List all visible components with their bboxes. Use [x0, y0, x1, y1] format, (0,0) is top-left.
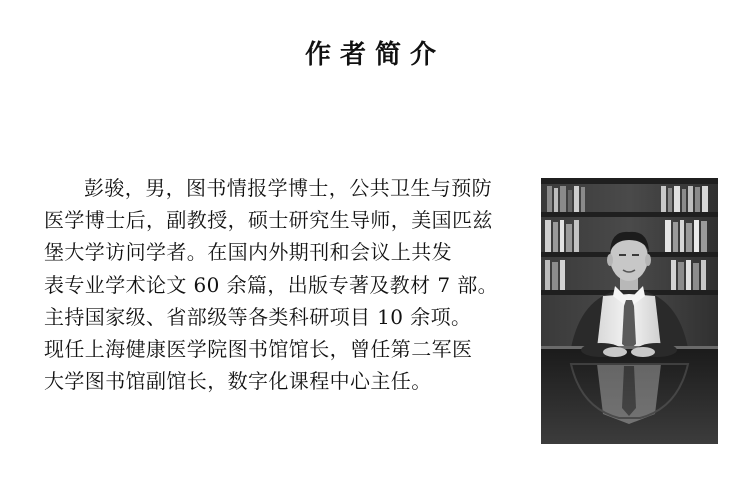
- author-portrait-photo: [541, 178, 718, 444]
- bio-line: 现任上海健康医学院图书馆馆长，曾任第二军医: [44, 337, 473, 362]
- bio-line: 表专业学术论文 60 余篇，出版专著及教材 7 部。: [44, 272, 499, 297]
- author-bio: [44, 172, 499, 397]
- bio-line: 主持国家级、省部级等各类科研项目 10 余项。: [44, 304, 472, 329]
- bio-line: 医学博士后，副教授，硕士研究生导师，美国匹兹: [44, 208, 493, 233]
- bio-line: 堡大学访问学者。在国内外期刊和会议上共发: [44, 240, 452, 265]
- page-title: 作者简介: [304, 40, 445, 70]
- bio-line: 彭骏，男，图书情报学博士，公共卫生与预防: [84, 176, 492, 200]
- bio-line: 大学图书馆副馆长，数字化课程中心主任。: [44, 369, 432, 394]
- portrait-illustration: [541, 178, 718, 444]
